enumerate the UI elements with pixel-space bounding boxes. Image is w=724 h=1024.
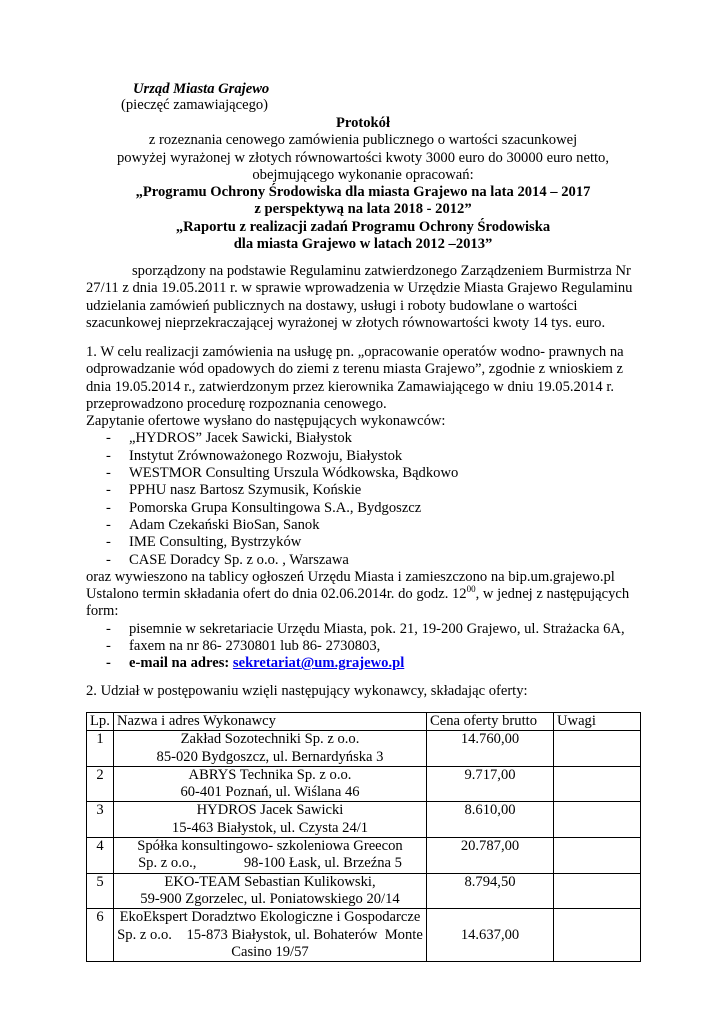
header-name: Nazwa i adres Wykonawcy [114, 713, 427, 731]
cell-name [114, 909, 427, 962]
intro-line: szacunkowej nieprzekraczającej wyrażonej w złotych równowartości kwoty 14 tys. euro. [86, 314, 606, 331]
cell-name [114, 731, 427, 767]
dash-bullet: - [106, 620, 111, 637]
cell-name-line: 59-900 Zgorzelec, ul. Poniatowskiego 20/14 [140, 890, 400, 907]
cell-name-line: 15-463 Białystok, ul. Czysta 24/1 [171, 819, 369, 836]
table-row [87, 909, 641, 962]
cell-name [114, 873, 427, 909]
contractor-list [86, 430, 640, 568]
form-item: pisemnie w sekretariacie Urzędu Miasta, pok. 21, 19-200 Grajewo, ul. Strażacka 6A, [129, 620, 625, 637]
cell-name [114, 838, 427, 874]
sent-to-label: Zapytanie ofertowe wysłano do następujących wykonawców: [86, 413, 446, 430]
intro-line: 27/11 z dnia 19.05.2011 r. w sprawie wprowadzenia w Urzędzie Miasta Grajewo Regulaminu [86, 280, 633, 297]
dash-bullet: - [106, 534, 111, 551]
cell-price: 9.717,00 [427, 766, 554, 802]
cell-lp: 1 [87, 731, 114, 767]
cell-price: 14.760,00 [427, 731, 554, 767]
cell-name-line: 85-020 Bydgoszcz, ul. Bernardyńska 3 [156, 748, 384, 765]
cell-price: 8.610,00 [427, 802, 554, 838]
dash-bullet: - [106, 516, 111, 533]
deadline-line [86, 586, 640, 603]
cell-name-line: 60-401 Poznań, ul. Wiślana 46 [180, 784, 360, 801]
cell-name-line: ABRYS Technika Sp. z o.o. [188, 766, 352, 783]
deadline-minutes: 00 [466, 584, 476, 595]
stamp-caption: (pieczęć zamawiającego) [121, 97, 269, 113]
deadline-text-end: , w jednej z następujących [475, 586, 630, 603]
title-bold-line: „Raportu z realizacji zadań Programu Ochrony Środowiska [175, 218, 551, 235]
intro-line: sporządzony na podstawie Regulaminu zatwierdzonego Zarządzeniem Burmistrza Nr [132, 263, 631, 279]
section1-line: przeprowadzono procedurę rozpoznania cenowego. [86, 395, 387, 412]
cell-name-line: Zakład Sozotechniki Sp. z o.o. [180, 731, 360, 748]
dash-bullet: - [106, 499, 111, 516]
section2-intro: 2. Udział w postępowaniu wzięli następujący wykonawcy, składając oferty: [86, 683, 528, 699]
section-1 [86, 344, 640, 673]
cell-name-line: Casino 19/57 [231, 943, 309, 960]
cell-name-line: HYDROS Jacek Sawicki [196, 802, 344, 819]
contractor-name: Adam Czekański BioSan, Sanok [129, 516, 320, 533]
title-line: powyżej wyrażonej w złotych równowartości kwoty 3000 euro do 30000 euro netto, [116, 149, 609, 166]
deadline-text: Ustalono termin składania ofert do dnia 02.06.2014r. do godz. 12 [86, 586, 467, 603]
cell-notes [554, 731, 641, 767]
list-item [86, 534, 640, 551]
title-line: obejmującego wykonanie opracowań: [252, 166, 474, 183]
section1-line: dnia 19.05.2014 r., zatwierdzonym przez kierownika Zamawiającego w dniu 19.05.2014 r. [86, 378, 615, 395]
title-line: z rozeznania cenowego zamówienia publicznego o wartości szacunkowej [148, 132, 578, 149]
cell-price: 20.787,00 [427, 838, 554, 874]
table-row [87, 731, 641, 767]
dash-bullet: - [106, 655, 111, 672]
cell-notes [554, 838, 641, 874]
table-row [87, 802, 641, 838]
header-lp: Lp. [87, 713, 114, 731]
list-item [86, 430, 640, 447]
contractor-name: IME Consulting, Bystrzyków [129, 534, 302, 551]
email-link[interactable]: sekretariat@um.grajewo.pl [232, 655, 405, 672]
list-item [86, 482, 640, 499]
cell-name-line: Spółka konsultingowo- szkoleniowa Greecon [137, 838, 403, 855]
cell-name [114, 766, 427, 802]
offers-table-body [87, 731, 641, 962]
contractor-name: CASE Doradcy Sp. z o.o. , Warszawa [129, 551, 349, 568]
contractor-name: Instytut Zrównoważonego Rozwoju, Białystok [129, 447, 403, 464]
section1-line: 1. W celu realizacji zamówienia na usługę pn. „opracowanie operatów wodno- prawnych na [86, 344, 624, 360]
table-row [87, 766, 641, 802]
cell-notes [554, 766, 641, 802]
section1-line: odprowadzanie wód opadowych do ziemi z terenu miasta Grajewo”, zgodnie z wnioskiem z [86, 361, 623, 378]
list-item [86, 500, 640, 517]
dash-bullet: - [106, 482, 111, 499]
forms-label: form: [86, 603, 119, 620]
cell-lp: 5 [87, 873, 114, 909]
protocol-heading: Protokół [335, 115, 391, 131]
email-label: e-mail na adres: [129, 655, 233, 672]
cell-price: 14.637,00 [427, 909, 554, 962]
list-item [86, 517, 640, 534]
published-note: oraz wywieszono na tablicy ogłoszeń Urzędu Miasta i zamieszczono na bip.um.grajewo.pl [86, 568, 615, 585]
title-bold-line: dla miasta Grajewo w latach 2012 –2013” [233, 236, 493, 253]
submission-forms-list [86, 621, 640, 673]
table-row [87, 873, 641, 909]
cell-lp: 2 [87, 766, 114, 802]
intro-paragraph [86, 263, 640, 332]
cell-name-line: Sp. z o.o. 15-873 Białystok, ul. Bohaterów Monte [117, 926, 423, 943]
dash-bullet: - [106, 465, 111, 482]
cell-notes [554, 873, 641, 909]
cell-lp: 3 [87, 802, 114, 838]
title-bold-line: „Programu Ochrony Środowiska dla miasta Grajewo na lata 2014 – 2017 [135, 184, 591, 201]
contractor-name: WESTMOR Consulting Urszula Wódkowska, Bądkowo [129, 465, 459, 482]
offers-table [86, 712, 641, 962]
office-name: Urząd Miasta Grajewo [133, 81, 270, 97]
list-item [86, 621, 640, 638]
list-item [86, 638, 640, 655]
table-header-row [87, 713, 641, 731]
list-item [86, 465, 640, 482]
cell-notes [554, 909, 641, 962]
contractor-name: „HYDROS” Jacek Sawicki, Białystok [129, 430, 352, 447]
header-price: Cena oferty brutto [427, 713, 554, 731]
cell-lp: 6 [87, 909, 114, 962]
dash-bullet: - [106, 638, 111, 655]
cell-name-line: EKO-TEAM Sebastian Kulikowski, [164, 873, 376, 890]
title-block [86, 115, 640, 253]
cell-name-line: Sp. z o.o., 98-100 Łask, ul. Brzeźna 5 [138, 855, 402, 872]
header-notes: Uwagi [554, 713, 641, 731]
cell-name [114, 802, 427, 838]
cell-name-line: EkoEkspert Doradztwo Ekologiczne i Gospodarcze [119, 909, 421, 926]
list-item [86, 655, 640, 672]
cell-lp: 4 [87, 838, 114, 874]
contractor-name: Pomorska Grupa Konsultingowa S.A., Bydgoszcz [129, 499, 422, 516]
dash-bullet: - [106, 430, 111, 447]
list-item [86, 448, 640, 465]
cell-notes [554, 802, 641, 838]
table-row [87, 838, 641, 874]
cell-price: 8.794,50 [427, 873, 554, 909]
contractor-name: PPHU nasz Bartosz Szymusik, Końskie [129, 482, 362, 499]
list-item [86, 552, 640, 569]
form-item: faxem na nr 86- 2730801 lub 86- 2730803, [129, 638, 381, 655]
dash-bullet: - [106, 551, 111, 568]
intro-line: udzielania zamówień publicznych na dostawy, usługi i roboty budowlane o wartości [86, 297, 578, 314]
dash-bullet: - [106, 447, 111, 464]
title-bold-line: z perspektywą na lata 2018 - 2012” [254, 201, 472, 218]
